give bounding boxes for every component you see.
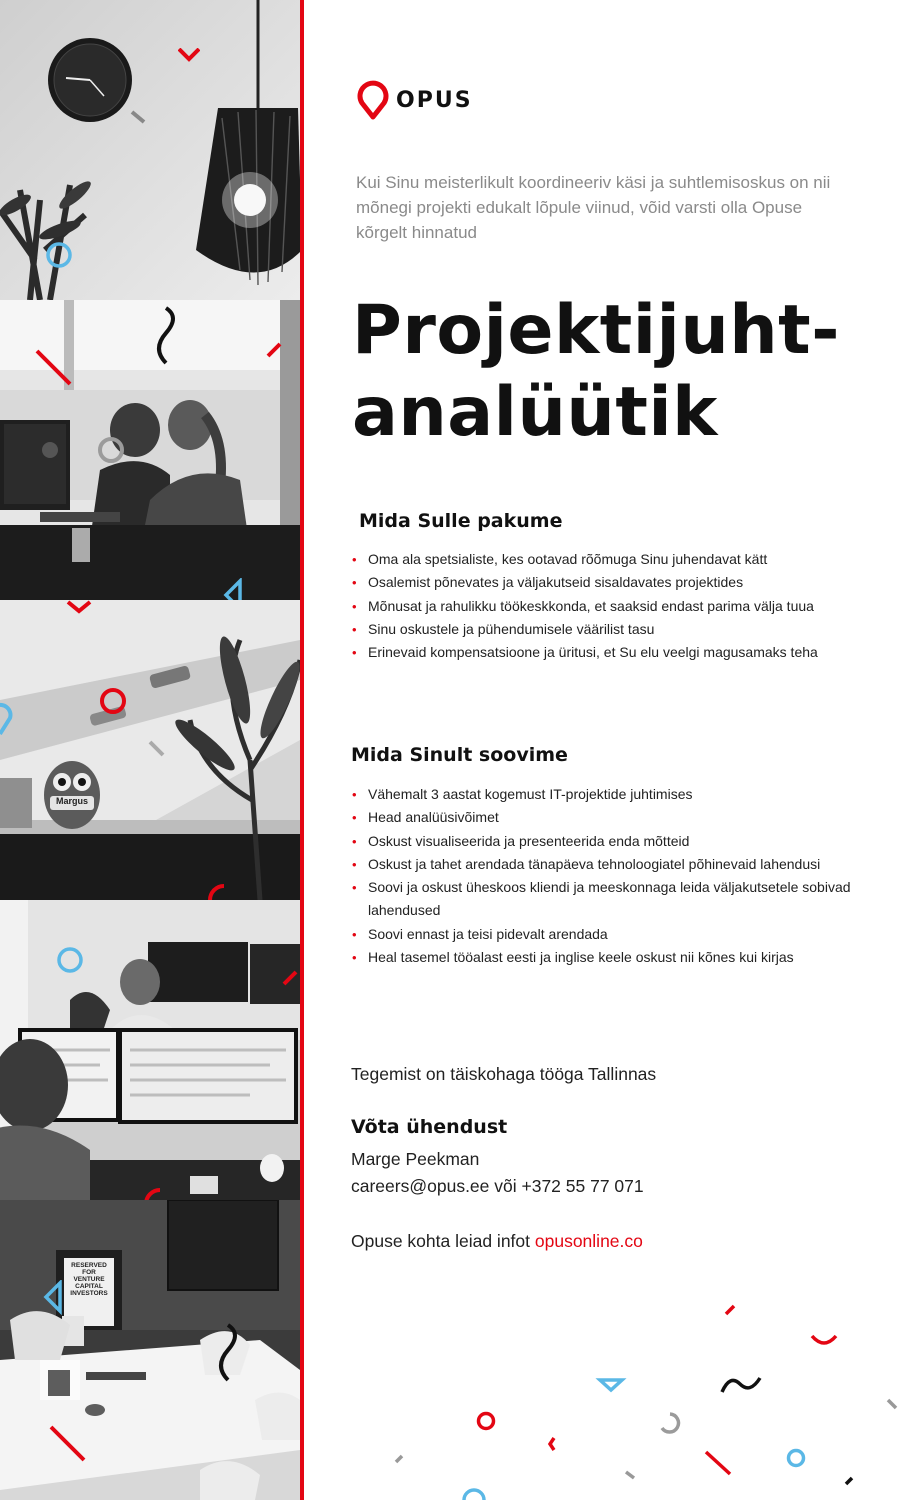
photo-developer-monitors	[0, 900, 300, 1200]
list-item: • Soovi ennast ja teisi pidevalt arendada	[352, 923, 862, 946]
red-chevron-icon	[178, 48, 200, 62]
list-item: • Heal tasemel tööalast eesti ja inglise keele oskust nii kõnes kui kirjas	[352, 946, 862, 969]
blue-triangle-icon	[222, 578, 244, 600]
job-title-line-1: Projektijuht-	[352, 291, 840, 370]
list-item: • Mõnusat ja rahulikku töökeskkonda, et saaksid endast parima välja tuua	[352, 595, 862, 618]
job-title	[352, 290, 892, 454]
gray-dash-icon	[130, 110, 148, 126]
more-info-text	[351, 1231, 643, 1252]
photo-office-lamp	[0, 0, 300, 300]
red-tick-icon	[726, 1306, 734, 1314]
red-ring-icon	[98, 686, 128, 716]
red-slash-icon	[34, 348, 74, 388]
black-tick-icon	[846, 1478, 852, 1484]
list-item: • Sinu oskustele ja pühendumisele väärilist tasu	[352, 618, 862, 641]
contact-heading: Võta ühendust	[351, 1116, 508, 1138]
red-tick-icon	[282, 970, 298, 986]
red-arc-icon	[206, 882, 228, 900]
gray-dash-icon	[148, 740, 166, 758]
owl-name-label: Margus	[56, 796, 89, 806]
photo-column	[0, 0, 300, 1500]
red-slash-icon	[706, 1452, 730, 1474]
brand-name: OPUS	[396, 87, 473, 113]
website-link[interactable]: opusonline.co	[534, 1231, 643, 1251]
offer-list	[352, 548, 862, 664]
list-item: • Vähemalt 3 aastat kogemust IT-projektide juhtimises	[352, 783, 862, 806]
offer-heading: Mida Sulle pakume	[359, 510, 563, 532]
blue-triangle-icon	[42, 1280, 64, 1316]
opus-logo	[356, 80, 473, 120]
blue-triangle-icon	[600, 1380, 622, 1390]
location-text: Tegemist on täiskohaga tööga Tallinnas	[351, 1064, 657, 1084]
blue-ring-icon	[789, 1451, 804, 1466]
red-chevron-icon	[66, 600, 92, 614]
list-item: • Head analüüsivõimet	[352, 806, 862, 829]
red-arc-icon	[142, 1186, 164, 1200]
list-item: • Erinevaid kompensatsioone ja üritusi, et Su elu veelgi magusamaks teha	[352, 641, 862, 664]
more-info-prefix: Opuse kohta leiad infot	[351, 1231, 535, 1251]
blue-ring-icon	[54, 944, 86, 976]
black-squiggle-icon	[212, 1322, 242, 1384]
list-item: • Oskust ja tahet arendada tänapäeva tehnoloogiatel põhinevaid lahendusi	[352, 853, 862, 876]
photo-window-owl	[0, 600, 300, 900]
red-slash-icon	[48, 1424, 88, 1464]
gray-dash-icon	[396, 1456, 402, 1462]
opus-pin-icon	[356, 80, 390, 120]
blue-ring-icon	[44, 240, 74, 270]
red-arc-icon	[812, 1336, 836, 1343]
blue-pin-icon	[0, 700, 16, 740]
red-tick-icon	[266, 342, 282, 358]
intro-text: Kui Sinu meisterlikult koordineeriv käsi ja suhtlemisoskus on nii mõnegi projekti edukalt lõpule viinud, võid varsti olla Opuse kõrgelt hinnatud	[356, 173, 831, 242]
list-item: • Oma ala spetsialiste, kes ootavad rõõmuga Sinu juhendavat kätt	[352, 548, 862, 571]
red-ring-icon	[479, 1414, 494, 1429]
gray-dash-icon	[888, 1400, 896, 1408]
contact-details: careers@opus.ee või +372 55 77 071	[351, 1176, 644, 1196]
job-ad-content	[304, 0, 900, 1500]
reserved-sign-text: RESERVED FOR VENTURE CAPITAL INVESTORS	[70, 1262, 108, 1297]
gray-ring-icon	[96, 435, 126, 469]
list-item: • Oskust visualiseerida ja presenteerida enda mõtteid	[352, 830, 862, 853]
requirements-list	[352, 783, 862, 969]
blue-arc-icon	[464, 1490, 484, 1500]
photo-team-desk	[0, 300, 300, 600]
contact-name: Marge Peekman	[351, 1149, 480, 1169]
list-item: • Osalemist põnevates ja väljakutseid sisaldavates projektides	[352, 571, 862, 594]
requirements-heading: Mida Sinult soovime	[351, 744, 568, 766]
black-squiggle-icon	[722, 1378, 760, 1392]
list-item: • Soovi ja oskust üheskoos kliendi ja meeskonnaga leida väljakutsetele sobivad lahendused	[352, 876, 862, 923]
photo-meeting-room	[0, 1200, 300, 1500]
red-chevron-icon	[550, 1438, 554, 1450]
gray-ring-icon	[662, 1414, 678, 1432]
gray-dash-icon	[626, 1472, 634, 1478]
job-title-line-2: analüütik	[352, 373, 718, 452]
black-squiggle-icon	[150, 305, 180, 367]
